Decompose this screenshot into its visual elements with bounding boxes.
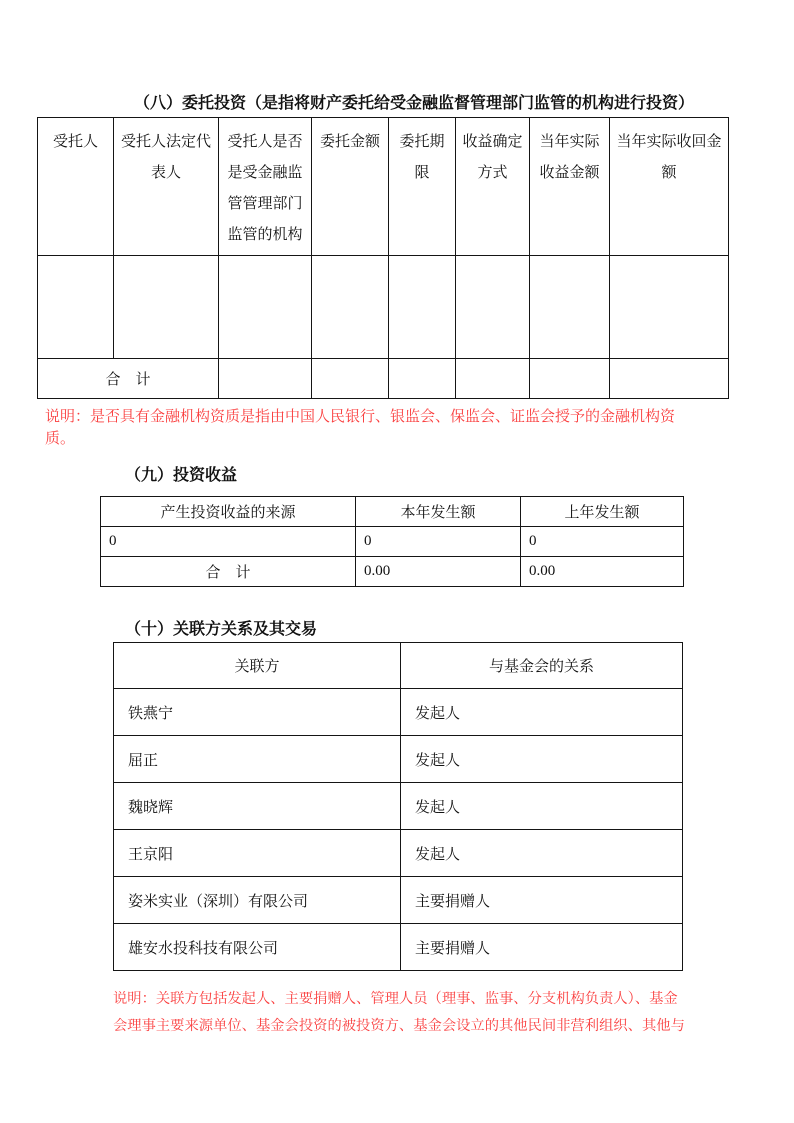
related-party-table bbox=[113, 642, 683, 971]
column-header-cell: 本年发生额 bbox=[356, 497, 521, 527]
relation-cell: 发起人 bbox=[401, 783, 683, 830]
empty-cell bbox=[610, 359, 729, 399]
section-10-title: （十）关联方关系及其交易 bbox=[125, 621, 318, 638]
table-header-row bbox=[101, 497, 684, 527]
total-value-cell: 0.00 bbox=[521, 557, 684, 587]
column-header-cell: 与基金会的关系 bbox=[401, 643, 683, 689]
relation-cell: 主要捐赠人 bbox=[401, 877, 683, 924]
column-header-cell: 关联方 bbox=[114, 643, 401, 689]
table-cell: 0 bbox=[521, 527, 684, 557]
total-row bbox=[101, 557, 684, 587]
empty-cell bbox=[389, 359, 456, 399]
section-10-note: 说明：关联方包括发起人、主要捐赠人、管理人员（理事、监事、分支机构负责人）、基金会理事主要来源单位、基金会投资的被投资方、基金会设立的其他民间非营利组织、其他与 bbox=[113, 991, 685, 1034]
table-header-row bbox=[38, 118, 729, 256]
empty-cell bbox=[312, 359, 389, 399]
relation-cell: 主要捐赠人 bbox=[401, 924, 683, 971]
relation-cell: 发起人 bbox=[401, 689, 683, 736]
empty-cell bbox=[219, 359, 312, 399]
empty-cell bbox=[610, 256, 729, 359]
related-party-name-cell: 王京阳 bbox=[114, 830, 401, 877]
column-header-cell: 上年发生额 bbox=[521, 497, 684, 527]
relation-cell: 发起人 bbox=[401, 736, 683, 783]
total-row bbox=[38, 359, 729, 399]
column-header-cell: 受托人法定代表人 bbox=[114, 118, 219, 256]
empty-cell bbox=[456, 359, 530, 399]
empty-cell bbox=[114, 256, 219, 359]
column-header-cell: 当年实际收益金额 bbox=[530, 118, 610, 256]
entrusted-investment-table bbox=[37, 117, 729, 399]
column-header-cell: 产生投资收益的来源 bbox=[101, 497, 356, 527]
related-party-name-cell: 姿米实业（深圳）有限公司 bbox=[114, 877, 401, 924]
table-row bbox=[101, 527, 684, 557]
column-header-cell: 当年实际收回金额 bbox=[610, 118, 729, 256]
empty-cell bbox=[389, 256, 456, 359]
table-row bbox=[114, 830, 683, 877]
table-cell: 0 bbox=[101, 527, 356, 557]
table-row bbox=[114, 783, 683, 830]
column-header-cell: 受托人是否是受金融监管管理部门监管的机构 bbox=[219, 118, 312, 256]
related-party-name-cell: 铁燕宁 bbox=[114, 689, 401, 736]
related-party-name-cell: 魏晓辉 bbox=[114, 783, 401, 830]
table-row bbox=[38, 256, 729, 359]
empty-cell bbox=[530, 359, 610, 399]
empty-cell bbox=[38, 256, 114, 359]
empty-cell bbox=[456, 256, 530, 359]
investment-income-table bbox=[100, 496, 684, 587]
table-row bbox=[114, 877, 683, 924]
column-header-cell: 收益确定方式 bbox=[456, 118, 530, 256]
section-9-title: （九）投资收益 bbox=[125, 467, 238, 484]
empty-cell bbox=[530, 256, 610, 359]
table-row bbox=[114, 736, 683, 783]
table-cell: 0 bbox=[356, 527, 521, 557]
empty-cell bbox=[312, 256, 389, 359]
total-label-cell: 合 计 bbox=[38, 359, 219, 399]
section-8-title: （八）委托投资（是指将财产委托给受金融监督管理部门监管的机构进行投资） bbox=[134, 95, 695, 112]
total-value-cell: 0.00 bbox=[356, 557, 521, 587]
total-label-cell: 合 计 bbox=[101, 557, 356, 587]
relation-cell: 发起人 bbox=[401, 830, 683, 877]
column-header-cell: 委托金额 bbox=[312, 118, 389, 256]
related-party-name-cell: 雄安水投科技有限公司 bbox=[114, 924, 401, 971]
table-row bbox=[114, 924, 683, 971]
section-8-note: 说明：是否具有金融机构资质是指由中国人民银行、银监会、保监会、证监会授予的金融机构资质。 bbox=[45, 409, 676, 447]
column-header-cell: 委托期限 bbox=[389, 118, 456, 256]
table-header-row bbox=[114, 643, 683, 689]
table-row bbox=[114, 689, 683, 736]
related-party-name-cell: 屈正 bbox=[114, 736, 401, 783]
column-header-cell: 受托人 bbox=[38, 118, 114, 256]
empty-cell bbox=[219, 256, 312, 359]
